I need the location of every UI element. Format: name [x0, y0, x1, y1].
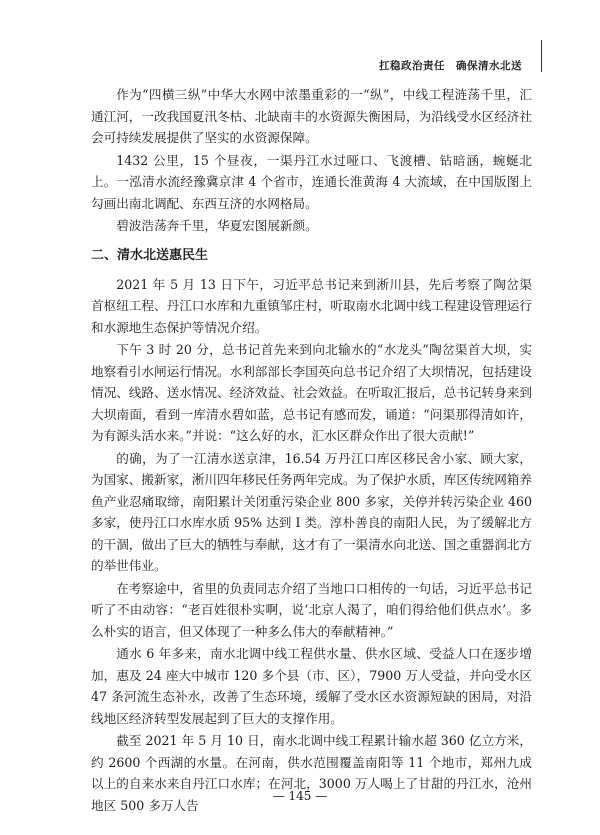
paragraph: 通水 6 年多来，南水北调中线工程供水量、供水区域、受益人口在逐步增加，惠及 24 座大中城市 120 多个县（市、区），7900 万人受益，并向受水区 47 条河流生态补水，改善了生态环境，缓解了受水区水资源短缺的困局，对沿线地区经济转型发展起到了巨大的支撑作用。 — [91, 646, 532, 726]
paragraph: 的确，为了一江清水送京津，16.54 万丹江口库区移民舍小家、顾大家，为国家、搬新家，淅川四年移民任务两年完成。为了保护水质，库区传统网箱养鱼产业忍痛取缔，南阳累计关闭重污染企业 800 多家，关停并转污染企业 460 多家，使丹江口水库水质 95% 达到 Ⅰ 类。淳朴善良的南阳人民，为了缓解北方的干涸，做出了巨大的牺牲与奉献，这才有了一渠清水向北送、国之重器润北方的举世伟业。 — [91, 450, 532, 573]
paragraph: 2021 年 5 月 13 日下午，习近平总书记来到淅川县，先后考察了陶岔渠首枢纽工程、丹江口水库和九重镇邹庄村，听取南水北调中线工程建设管理运行和水源地生态保护等情况介绍。 — [91, 276, 532, 335]
paragraph: 碧波浩荡奔千里，华夏宏图展新颜。 — [116, 218, 318, 233]
running-title: 扛稳政治责任 确保清水北送 — [379, 60, 522, 72]
paragraph: 1432 公里，15 个昼夜，一渠丹江水过哑口、飞渡槽、钻暗涵，蜿蜒北上。一泓清水流经豫冀京津 4 个省市，连通长淮黄海 4 大流域，在中国版图上勾画出南北调配、东西互济的水网格局。 — [91, 152, 532, 211]
page-body — [91, 84, 532, 816]
page-number: — 145 — — [272, 789, 328, 803]
paragraph: 作为“四横三纵”中华大水网中浓墨重彩的一“纵”，中线工程涟荡千里，汇通江河，一改我国夏汛冬枯、北缺南丰的水资源失衡困局，为沿线受水区经济社会可持续发展提供了坚实的水资源保障。 — [91, 87, 532, 145]
section-heading: 二、清水北送惠民生 — [91, 247, 209, 263]
header-rule — [541, 40, 542, 72]
paragraph: 截至 2021 年 5 月 10 日，南水北调中线工程累计输水超 360 亿立方米，约 2600 个西湖的水量。在河南，供水范围覆盖南阳等 11 个地市，郑州九成以上的自来水来自丹江口水库；在河北，3000 万人喝上了甘甜的丹江水，沧州地区 500 多万人告 — [91, 733, 532, 813]
paragraph: 下午 3 时 20 分，总书记首先来到向北输水的“水龙头”陶岔渠首大坝，实地察看引水闸运行情况。水利部部长李国英向总书记介绍了大坝情况，包括建设情况、线路、送水情况、经济效益、社会效益。在听取汇报后，总书记转身来到大坝南面，看到一库清水碧如蓝，总书记有感而发，诵道：“问渠那得清如许，为有源头活水来。”并说：“这么好的水，汇水区群众作出了很大贡献!” — [91, 342, 532, 443]
paragraph: 在考察途中，省里的负责同志介绍了当地口口相传的一句话，习近平总书记听了不由动容：“老百姓很朴实啊，说‘北京人渴了，咱们得给他们供点水’。多么朴实的语言，但又体现了一种多么伟大的奉献精神。” — [91, 580, 532, 639]
